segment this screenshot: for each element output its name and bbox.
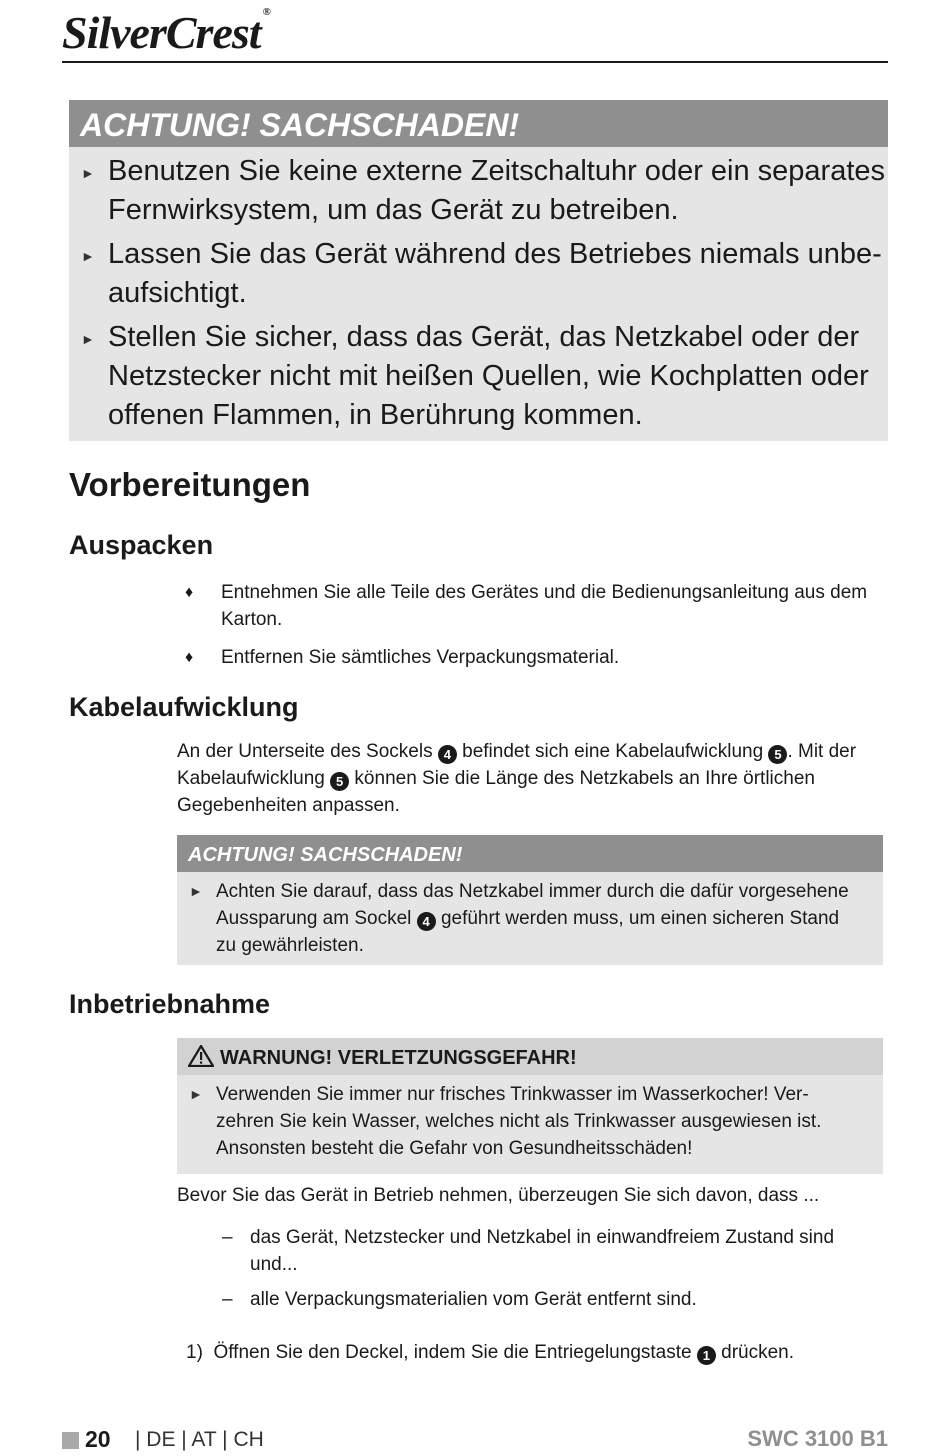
list-item: – das Gerät, Netzstecker und Netzkabel in einwandfreiem Zustand sind und... bbox=[222, 1227, 835, 1275]
warning-item: ► Achten Sie darauf, dass das Netzkabel immer durch die dafür vorgesehene Aussparung am Sockel 4 geführt werden muss, um einen sicheren Stand zu gewährleisten. bbox=[177, 872, 883, 965]
auspacken-list bbox=[180, 579, 885, 682]
ref-badge-1: 1 bbox=[697, 1346, 716, 1365]
footer-languages: | DE | AT | CH bbox=[135, 1428, 264, 1451]
arrow-icon: ► bbox=[189, 1086, 203, 1102]
list-item: ♦ Entnehmen Sie alle Teile des Gerätes und die Bedienungsanleitung aus dem Karton. bbox=[180, 579, 885, 633]
list-item: ♦ Entfernen Sie sämtliches Verpackungsmaterial. bbox=[180, 644, 885, 671]
list-item: – alle Verpackungsmaterialien vom Gerät entfernt sind. bbox=[222, 1289, 697, 1310]
brand-logo: SilverCrest ® bbox=[62, 6, 270, 58]
ref-badge-4: 4 bbox=[438, 745, 457, 764]
page-number: 20 bbox=[85, 1426, 111, 1452]
warning-item: ► Stellen Sie sicher, dass das Gerät, das Netzkabel oder der Netzstecker nicht mit heißen Quellen, wie Kochplatten oder offenen Flammen, in Berührung kommen. bbox=[81, 321, 869, 431]
inbetrieb-intro: Bevor Sie das Gerät in Betrieb nehmen, überzeugen Sie sich davon, dass ... bbox=[177, 1185, 820, 1206]
warning-triangle-icon bbox=[188, 1045, 214, 1067]
warning-item: ► Lassen Sie das Gerät während des Betriebes niemals unbe-aufsichtigt. bbox=[81, 238, 882, 309]
warning-title: WARNUNG! VERLETZUNGSGEFAHR! bbox=[177, 1038, 883, 1075]
footer-model: SWC 3100 B1 bbox=[747, 1426, 888, 1451]
ref-badge-5: 5 bbox=[330, 772, 349, 791]
subsection-title-kabelaufwicklung: Kabelaufwicklung bbox=[69, 692, 299, 722]
ref-badge-5: 5 bbox=[768, 745, 787, 764]
arrow-icon: ► bbox=[81, 165, 95, 181]
warning-box-injury bbox=[177, 1038, 883, 1174]
ref-badge-4: 4 bbox=[417, 912, 436, 931]
warning-box-cable bbox=[177, 835, 883, 965]
footer-square-icon bbox=[62, 1432, 79, 1449]
section-title: Vorbereitungen bbox=[69, 466, 311, 503]
diamond-bullet-icon: ♦ bbox=[185, 584, 194, 601]
warning-title: ACHTUNG! SACHSCHADEN! bbox=[69, 100, 888, 147]
warning-box-property-damage bbox=[69, 100, 888, 441]
subsection-title-inbetriebnahme: Inbetriebnahme bbox=[69, 989, 271, 1019]
arrow-icon: ► bbox=[81, 248, 95, 264]
kabel-paragraph: An der Unterseite des Sockels 4 befindet sich eine Kabelaufwicklung 5 . Mit der Kabelaufwicklung 5 können Sie die Länge des Netzkabels an Ihre örtlichen Gegebenheiten anpassen. bbox=[177, 741, 857, 816]
diamond-bullet-icon: ♦ bbox=[185, 649, 194, 666]
arrow-icon: ► bbox=[81, 331, 95, 347]
arrow-icon: ► bbox=[189, 883, 203, 899]
warning-title: ACHTUNG! SACHSCHADEN! bbox=[177, 835, 883, 872]
step-1: 1) Öffnen Sie den Deckel, indem Sie die Entriegelungstaste 1 drücken. bbox=[186, 1342, 795, 1363]
subsection-title-auspacken: Auspacken bbox=[69, 530, 214, 560]
warning-item: ► Benutzen Sie keine externe Zeitschaltuhr oder ein separates Fernwirksystem, um das Gerät zu betreiben. bbox=[81, 155, 886, 226]
header-rule bbox=[62, 61, 888, 63]
warning-item: ► Verwenden Sie immer nur frisches Trinkwasser im Wasserkocher! Ver-zehren Sie kein Wasser, welches nicht als Trinkwasser ausgewiesen ist. Ansonsten besteht die Gefahr von Gesundheitsschäden! bbox=[177, 1075, 883, 1168]
check-list bbox=[222, 1224, 872, 1321]
